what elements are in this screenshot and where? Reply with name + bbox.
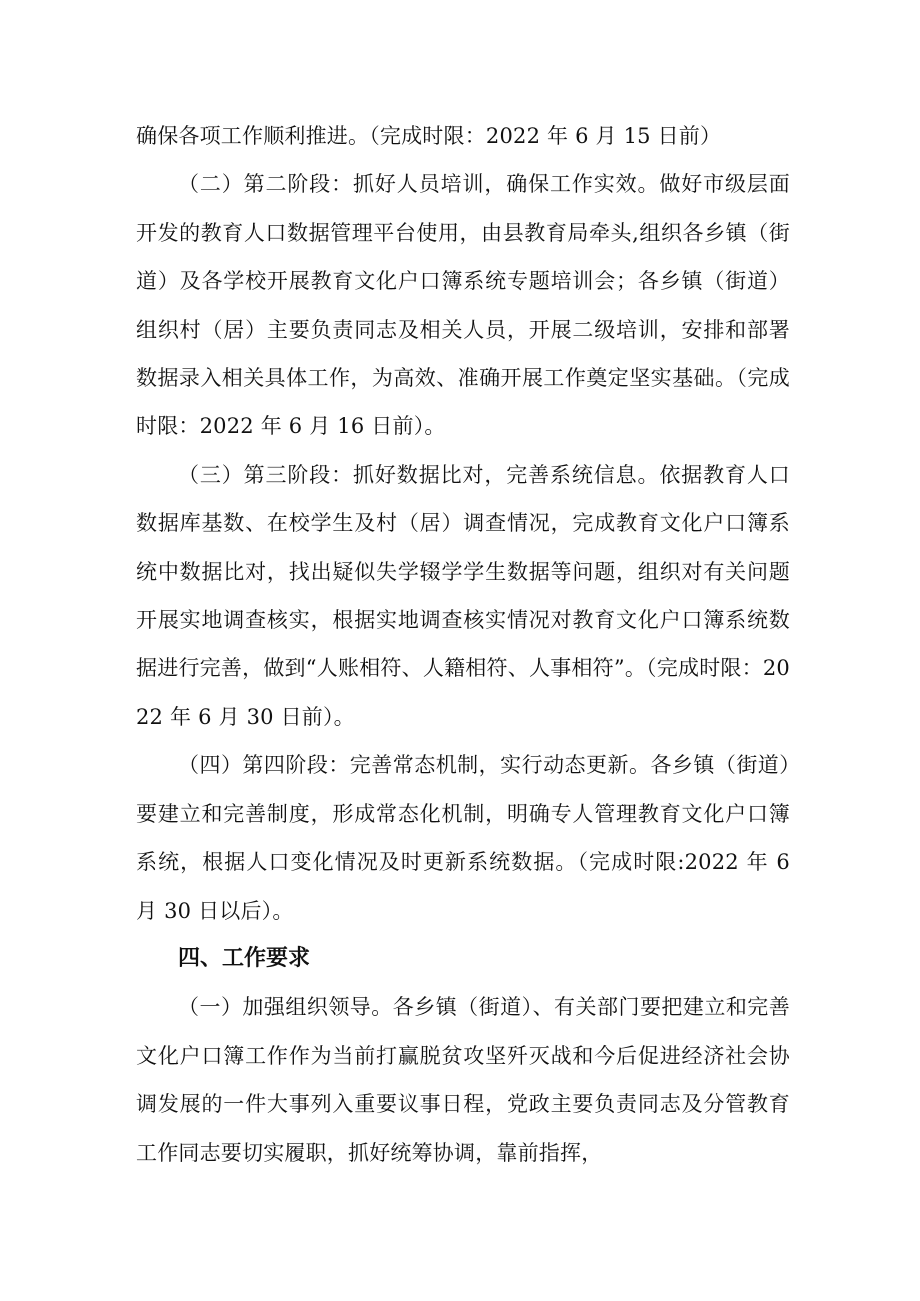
paragraph-stage-four: （四）第四阶段：完善常态机制，实行动态更新。各乡镇（街道）要建立和完善制度，形成常态化机制，明确专人管理教育文化户口簿系统，根据人口变化情况及时更新系统数据。（完成时限:2022 年 6 月 30 日以后）。: [136, 753, 790, 923]
paragraph-stage-two: （二）第二阶段：抓好人员培训，确保工作实效。做好市级层面开发的教育人口数据管理平台使用，由县教育局牵头,组织各乡镇（街道）及各学校开展教育文化户口簿系统专题培训会；各乡镇（街道）组织村（居）主要负责同志及相关人员，开展二级培训，安排和部署数据录入相关具体工作，为高效、准确开展工作奠定坚实基础。（完成时限：2022 年 6 月 16 日前）。: [136, 172, 790, 439]
document-body: [136, 112, 790, 1177]
paragraph-stage-three: （三）第三阶段：抓好数据比对，完善系统信息。依据教育人口数据库基数、在校学生及村（居）调查情况，完成教育文化户口簿系统中数据比对，找出疑似失学辍学学生数据等问题，组织对有关问题开展实地调查核实，根据实地调查核实情况对教育文化户口簿系统数据进行完善，做到“人账相符、人籍相符、人事相符”。（完成时限：2022 年 6 月 30 日前）。: [136, 462, 790, 729]
paragraph-leadership: （一）加强组织领导。各乡镇（街道）、有关部门要把建立和完善文化户口簿工作作为当前打赢脱贫攻坚歼灭战和今后促进经济社会协调发展的一件大事列入重要议事日程，党政主要负责同志及分管教育工作同志要切实履职，抓好统筹协调，靠前指挥，: [136, 995, 790, 1165]
paragraph-continuation: 确保各项工作顺利推进。（完成时限：2022 年 6 月 15 日前）: [136, 124, 722, 148]
section-heading-work-requirements: 四、工作要求: [178, 945, 311, 971]
